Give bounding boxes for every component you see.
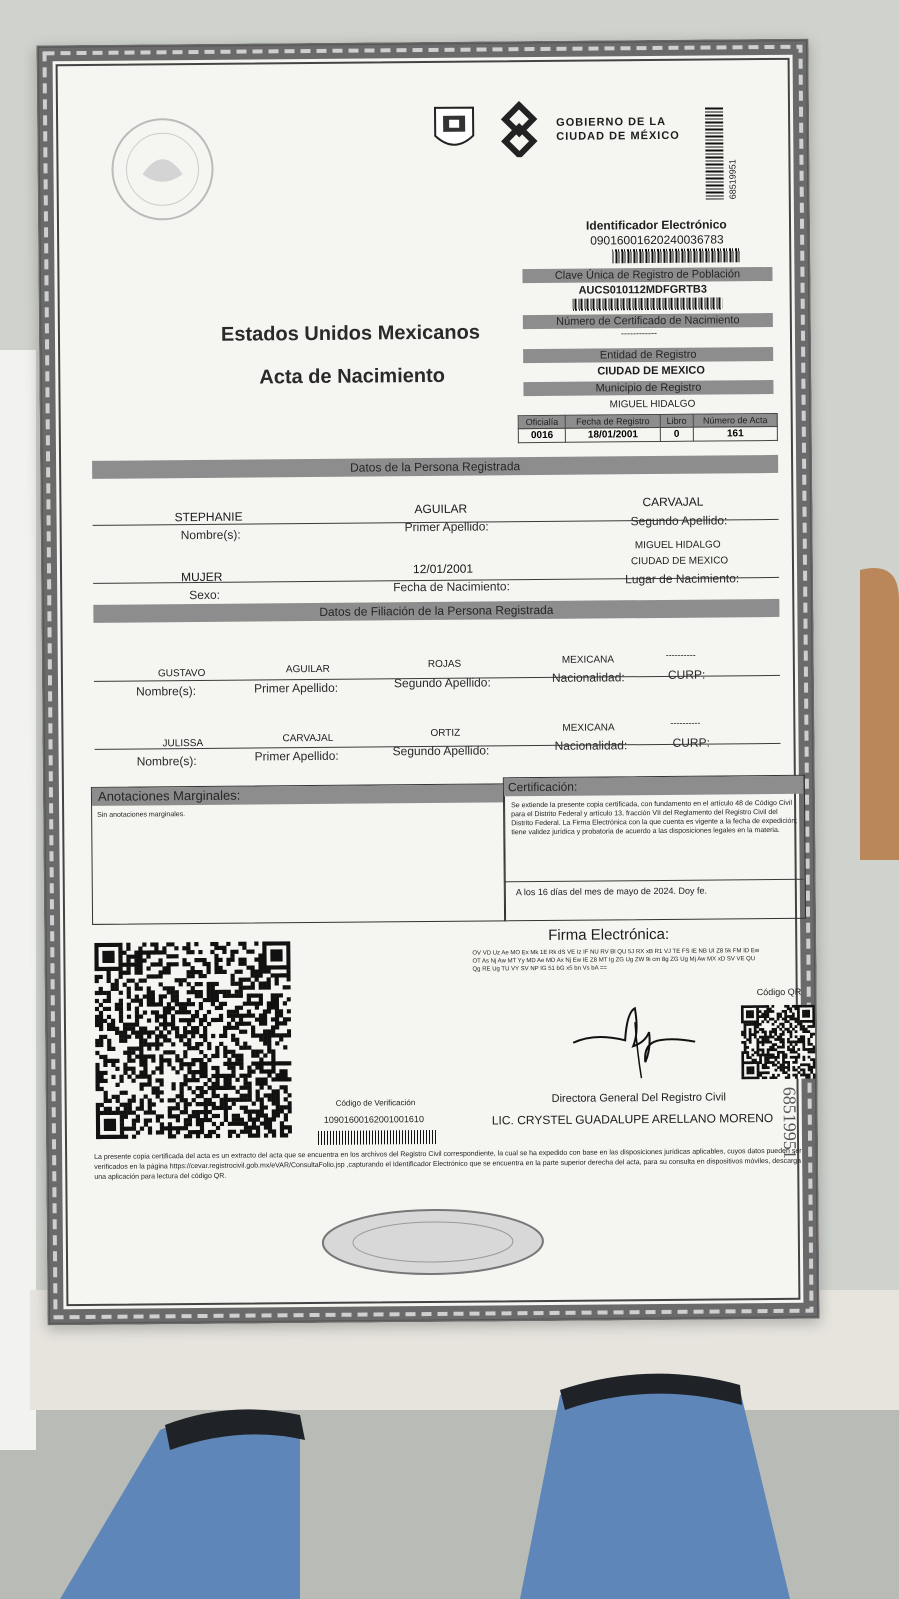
gov-line-1: GOBIERNO DE LA xyxy=(556,115,667,129)
person-lugar-2: CIUDAD DE MEXICO xyxy=(630,555,729,568)
parent2-curp-label: CURP: xyxy=(672,735,710,750)
parent1-curp: ---------- xyxy=(665,649,696,660)
parent2-ap2: ORTIZ xyxy=(430,727,461,739)
municipio-value: MIGUEL HIDALGO xyxy=(609,398,696,411)
parent1-ap1-label: Primer Apellido: xyxy=(253,680,339,696)
national-seal-watermark xyxy=(97,114,228,225)
cdmx-knot-logo xyxy=(493,101,545,157)
person-apellido2-label: Segundo Apellido: xyxy=(630,513,728,529)
entidad-label: Entidad de Registro xyxy=(523,347,773,363)
parent2-ap2-label: Segundo Apellido: xyxy=(392,743,490,759)
registry-table xyxy=(518,413,778,443)
small-qr-code xyxy=(741,1005,816,1080)
registry-value: 0 xyxy=(660,427,693,441)
person-lugar-1: MIGUEL HIDALGO xyxy=(634,539,721,552)
person-name-label: Nombre(s): xyxy=(180,527,241,543)
person-apellido2: CARVAJAL xyxy=(642,494,704,510)
parent2-nac: MEXICANA xyxy=(562,722,615,734)
certificacion-label: Certificación: xyxy=(504,776,803,797)
ident-label: Identificador Electrónico xyxy=(585,217,727,233)
firma-label: Firma Electrónica: xyxy=(548,925,670,944)
certificacion-text: Se extiende la presente copia certificada, con fundamento en el artículo 48 de Código Civil para el Distrito Federal y artículo 13, fracción VII del Reglamento del Registro Civil del Distrito Federal. La Firma Electrónica con la que cuenta es vigente a la fecha de expedición; tiene validez jurídica y probatoria de acuerdo a las disposiciones legales en la materia. xyxy=(511,799,798,837)
firma-hash: OV VD Uz Ae MO Ex Mk 1E Rk dS VE Iz IF NU RV Bl QU 5J RX xB R1 VJ TE FS IE NB UI Z8 5k FM ID Ew OT As Nj Aw MT Yy MD Ae MD Ax Nj Ew IE Z8 MT Ig ZG Ug ZW 9i cm 8g ZG Ug Mj Aw MX xD SV VE QU Qg RE Ug TU VY SV NP IG 51 bG x5 bn Vs bA == xyxy=(472,948,760,973)
certificacion-box xyxy=(503,775,806,922)
parent1-nombre-label: Nombre(s): xyxy=(136,684,197,699)
person-section-header: Datos de la Persona Registrada xyxy=(92,455,778,479)
person-apellido1: AGUILAR xyxy=(414,501,468,517)
verificacion-value: 109016001620010016​10 xyxy=(323,1114,424,1125)
registry-header: Libro xyxy=(660,414,693,427)
side-serial: 68519951 xyxy=(779,1086,801,1159)
person-lugar-label: Lugar de Nacimiento: xyxy=(625,571,740,587)
firma-title: Directora General Del Registro Civil xyxy=(551,1091,726,1105)
parent1-nombre: GUSTAVO xyxy=(157,667,206,680)
municipio-label: Municipio de Registro xyxy=(523,380,773,396)
firma-name: LIC. CRYSTEL GUADALUPE ARELLANO MORENO xyxy=(491,1111,774,1128)
person-fecha: 12/01/2001 xyxy=(412,561,474,577)
registry-header: Número de Acta xyxy=(693,413,777,427)
parent2-nombre-label: Nombre(s): xyxy=(136,754,197,769)
person-name: STEPHANIE xyxy=(174,509,243,525)
person-apellido1-label: Primer Apellido: xyxy=(404,519,489,535)
doc-title: Acta de Nacimiento xyxy=(259,364,446,389)
parent2-curp: ---------- xyxy=(670,717,701,728)
footer-text: La presente copia certificada del acta es un extracto del acta que se encuentra en los archivos del Registro Civil correspondiente, la cual se ha expedido con base en las disposiciones jurídicas aplicables, cuyos datos pueden ser verificados en la página https://cevar.registrocivil.gob.mx/eVAR/ConsultaFolio.jsp ,capturando el Identificador Electrónico que se encuentra en la parte superior derecha del acta, para su consulta en dispositivos móviles, descarga una aplicación para lectura del código QR. xyxy=(94,1147,802,1181)
parent2-nombre: JULISSA xyxy=(162,737,204,750)
registry-value: 0016 xyxy=(518,428,566,442)
registry-value: 18/01/2001 xyxy=(566,427,660,442)
country-title: Estados Unidos Mexicanos xyxy=(220,321,481,346)
serial-barcode xyxy=(705,107,724,199)
filiacion-section-header: Datos de Filiación de la Persona Registrada xyxy=(93,599,779,623)
registry-header: Oficialía xyxy=(518,415,566,428)
certificacion-date: A los 16 días del mes de mayo de 2024. Doy fe. xyxy=(515,885,707,898)
person-fecha-label: Fecha de Nacimiento: xyxy=(393,579,510,595)
parent1-ap2: ROJAS xyxy=(427,658,462,671)
parent2-ap1: CARVAJAL xyxy=(282,732,334,745)
parent2-nac-label: Nacionalidad: xyxy=(554,738,628,753)
curp-barcode xyxy=(573,297,723,310)
verificacion-label: Código de Verificación xyxy=(335,1098,416,1108)
anotaciones-text: Sin anotaciones marginales. xyxy=(97,811,186,819)
cert-label: Número de Certificado de Nacimiento xyxy=(523,313,773,329)
parent2-ap1-label: Primer Apellido: xyxy=(254,748,339,764)
registry-value: 161 xyxy=(693,426,777,441)
ident-barcode xyxy=(612,248,740,263)
registry-header: Fecha de Registro xyxy=(566,414,660,428)
gov-line-2: CIUDAD DE MÉXICO xyxy=(556,129,680,143)
curp-label: Clave Única de Registro de Población xyxy=(522,267,772,283)
parent1-ap2-label: Segundo Apellido: xyxy=(393,675,491,691)
curp-value: AUCS010112MDFGRTB3 xyxy=(578,283,708,297)
handwritten-signature xyxy=(565,1002,706,1083)
main-qr-code xyxy=(94,941,292,1143)
parent1-ap1: AGUILAR xyxy=(285,663,330,676)
entidad-value: CIUDAD DE MEXICO xyxy=(597,364,705,378)
parent1-nac-label: Nacionalidad: xyxy=(551,670,625,685)
parent1-curp-label: CURP: xyxy=(667,667,706,682)
birth-certificate xyxy=(36,39,819,1326)
qr-label: Código QR xyxy=(756,986,802,998)
cert-value: ------------ xyxy=(620,327,657,339)
serial-number: 68519951 xyxy=(727,159,738,200)
ident-value: 0901600162024003678​3 xyxy=(590,232,724,248)
anotaciones-label: Anotaciones Marginales: xyxy=(92,784,503,806)
person-sexo: MUJER xyxy=(181,569,223,585)
cdmx-shield-logo xyxy=(433,106,475,154)
parent1-nac: MEXICANA xyxy=(561,654,615,666)
verificacion-barcode xyxy=(318,1130,436,1145)
person-sexo-label: Sexo: xyxy=(189,587,220,603)
